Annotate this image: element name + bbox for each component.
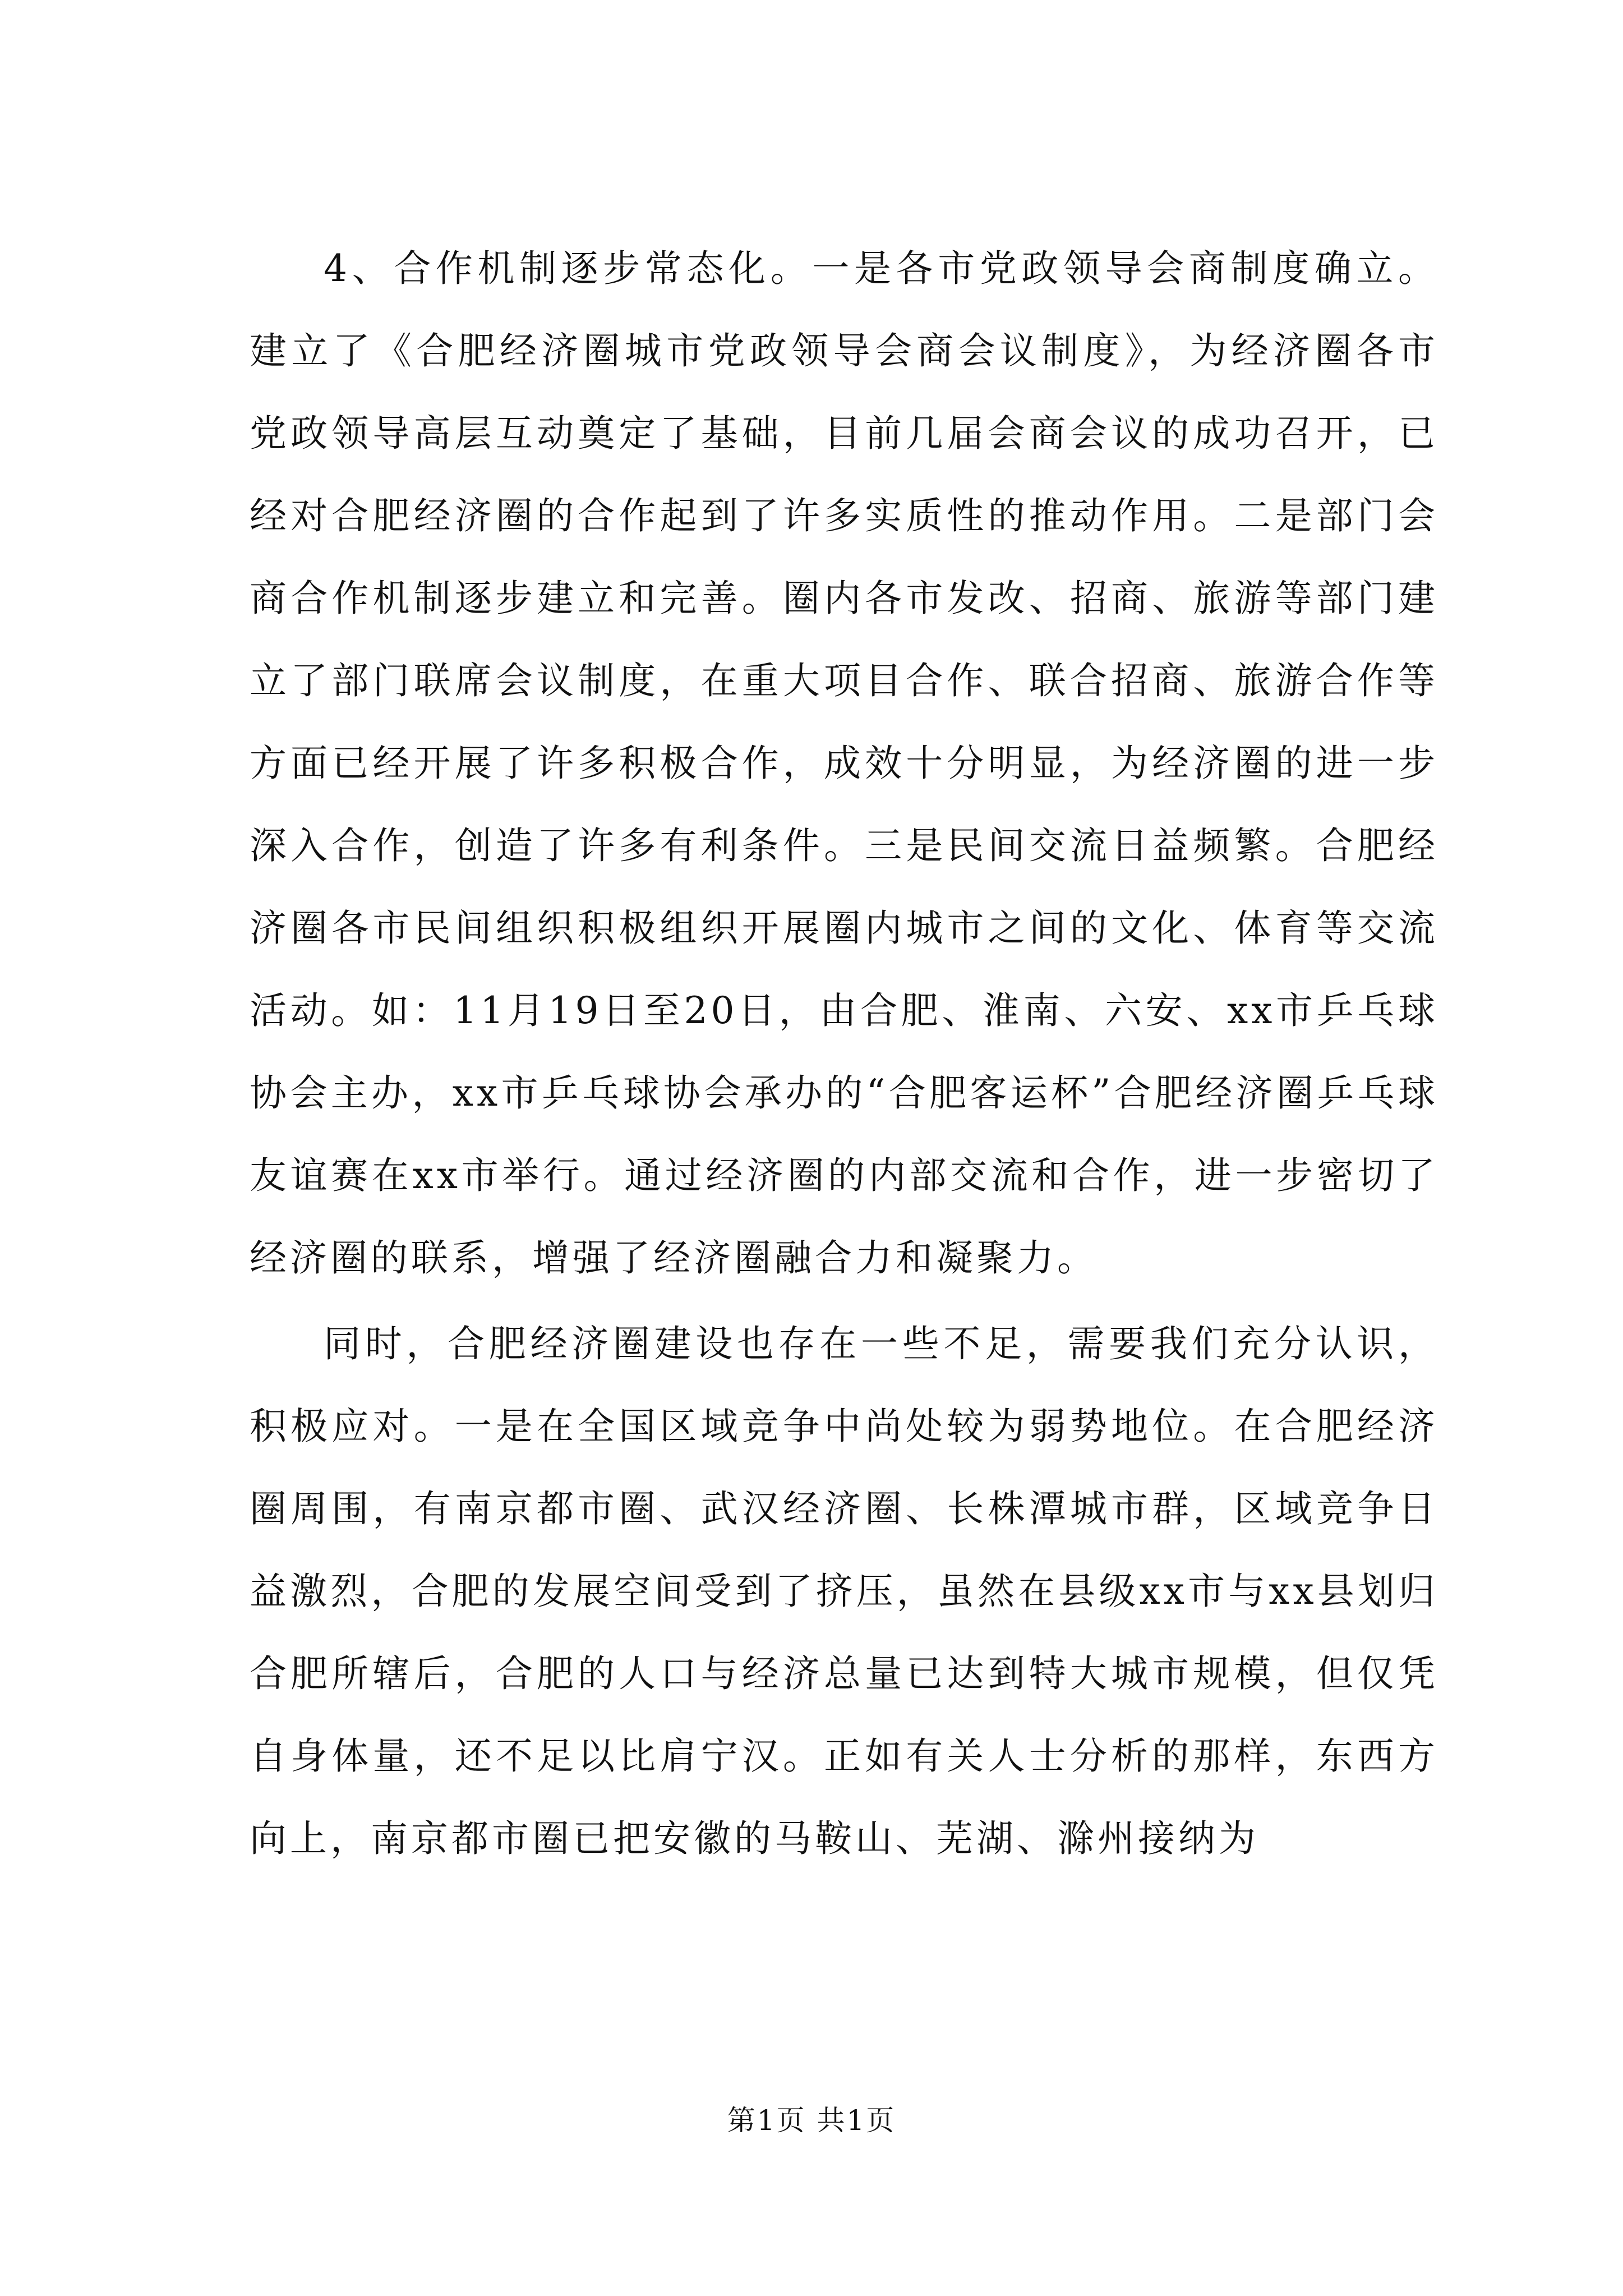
page-footer: 第1页 共1页: [727, 2104, 896, 2137]
document-body: [250, 227, 1438, 1880]
paragraph-cooperation-mechanism: 4、合作机制逐步常态化。一是各市党政领导会商制度确立。建立了《合肥经济圈城市党政领导会商会议制度》，为经济圈各市党政领导高层互动奠定了基础，目前几届会商会议的成功召开，已经对合肥经济圈的合作起到了许多实质性的推动作用。二是部门会商合作机制逐步建立和完善。圈内各市发改、招商、旅游等部门建立了部门联席会议制度，在重大项目合作、联合招商、旅游合作等方面已经开展了许多积极合作，成效十分明显，为经济圈的进一步深入合作，创造了许多有利条件。三是民间交流日益频繁。合肥经济圈各市民间组织积极组织开展圈内城市之间的文化、体育等交流活动。如：11月19日至20日，由合肥、淮南、六安、xx市乒乓球协会主办，xx市乒乓球协会承办的“合肥客运杯”合肥经济圈乒乓球友谊赛在xx市举行。通过经济圈的内部交流和合作，进一步密切了经济圈的联系，增强了经济圈融合力和凝聚力。: [250, 247, 1438, 1280]
paragraph-shortcomings: 同时，合肥经济圈建设也存在一些不足，需要我们充分认识，积极应对。一是在全国区域竞争中尚处较为弱势地位。在合肥经济圈周围，有南京都市圈、武汉经济圈、长株潭城市群，区域竞争日益激烈，合肥的发展空间受到了挤压，虽然在县级xx市与xx县划归合肥所辖后，合肥的人口与经济总量已达到特大城市规模，但仅凭自身体量，还不足以比肩宁汉。正如有关人士分析的那样，东西方向上，南京都市圈已把安徽的马鞍山、芜湖、滁州接纳为: [250, 1322, 1438, 1860]
